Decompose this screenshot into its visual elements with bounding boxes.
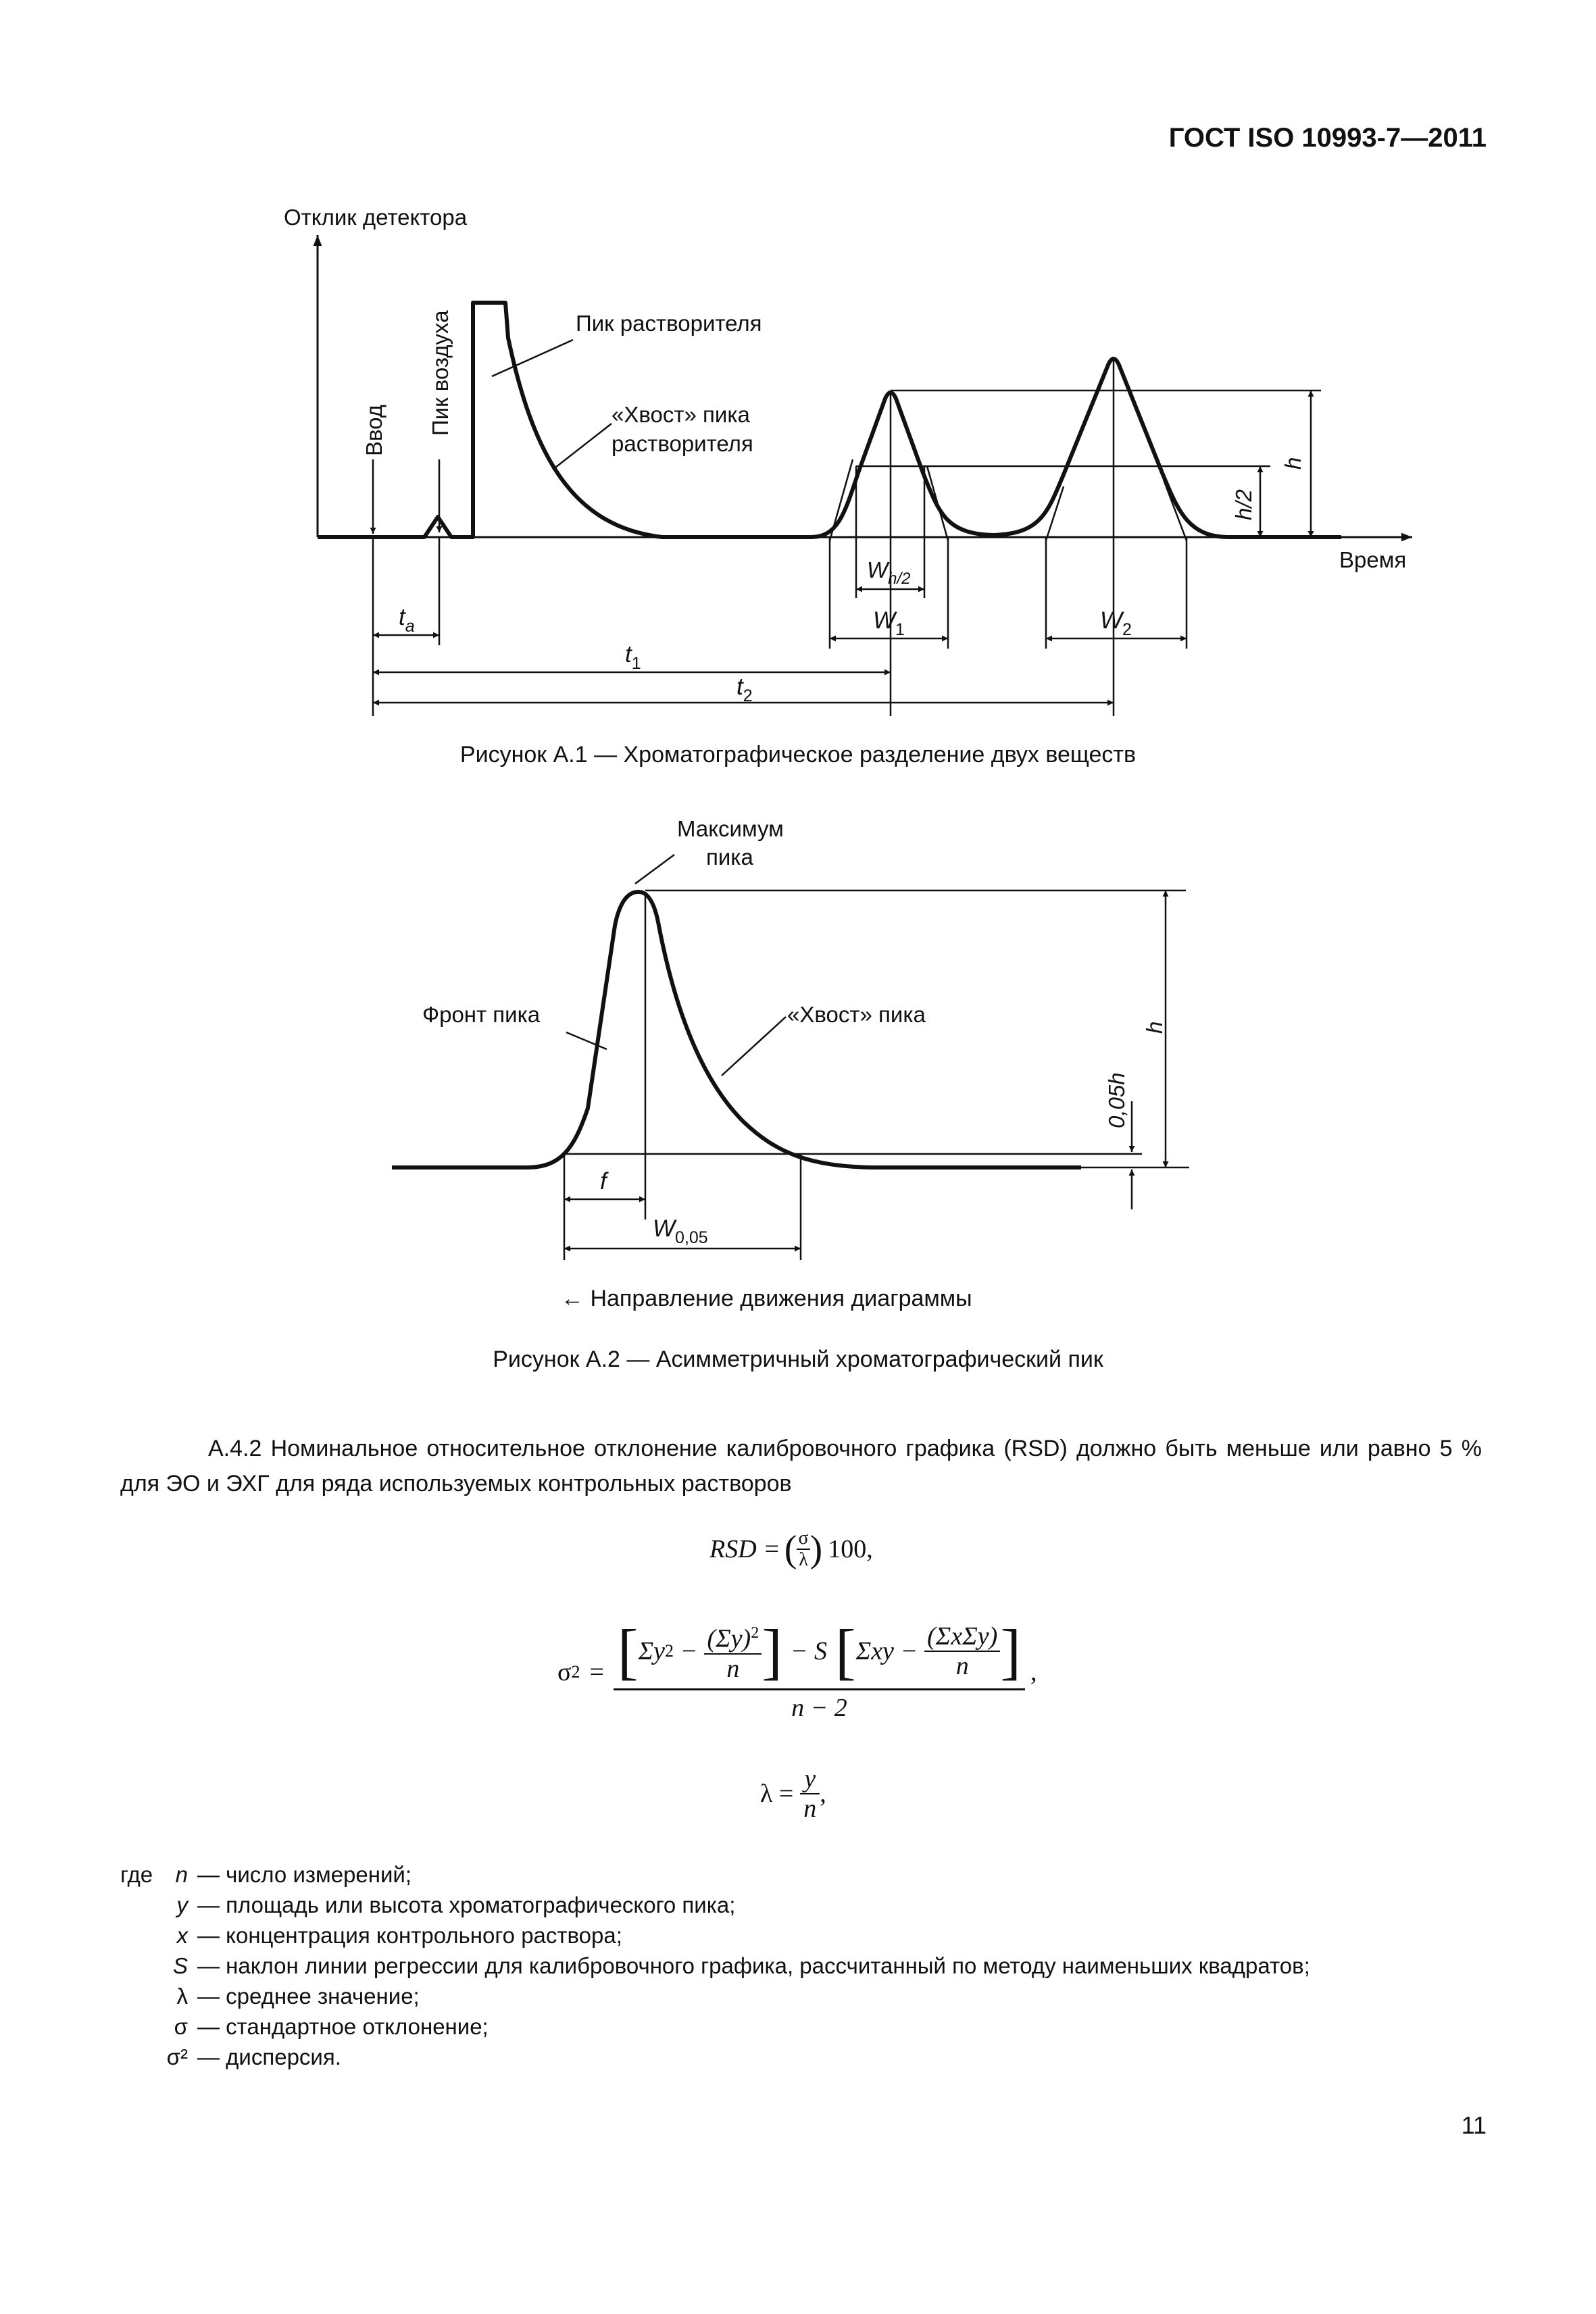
chromatogram-curve xyxy=(318,303,1341,537)
solvent-tail-label-2: растворителя xyxy=(612,431,753,456)
x-axis-label: Время xyxy=(1339,547,1407,572)
rsd-num: σ xyxy=(798,1528,809,1549)
legend-row: σ — стандартное отклонение; xyxy=(174,2014,489,2039)
figure-a1 xyxy=(0,0,1596,757)
peak-max-label-1: Максимум xyxy=(677,816,784,841)
f-label: f xyxy=(600,1168,607,1194)
t1-label: $t_1$ xyxy=(625,641,641,673)
h-label: h xyxy=(1280,457,1305,470)
peak-tail-label: «Хвост» пика xyxy=(787,1002,926,1027)
h-label: h xyxy=(1142,1021,1167,1034)
solvent-peak-label: Пик растворителя xyxy=(576,311,762,336)
rsd-lhs: RSD = xyxy=(709,1535,780,1563)
h-half-label: h/2 xyxy=(1231,489,1256,520)
standard-header: ГОСТ ISO 10993-7—2011 xyxy=(1168,123,1487,153)
asymmetric-peak-curve xyxy=(392,892,1081,1167)
legend-row: x — концентрация контрольного раствора; xyxy=(176,1923,622,1948)
legend-row: σ² — дисперсия. xyxy=(166,2044,341,2069)
w2-label: $W_2$ xyxy=(1100,607,1132,639)
page-number: 11 xyxy=(1461,2111,1487,2139)
h005-label: 0,05h xyxy=(1104,1072,1129,1128)
formula-lambda: λ = $\frac{y}{n}$ , xyxy=(760,1765,826,1823)
peak-max-label-2: пика xyxy=(706,845,753,870)
direction-label: ← Направление движения диаграммы xyxy=(561,1286,972,1311)
rsd-tail: 100, xyxy=(828,1535,873,1563)
injection-label: Ввод xyxy=(361,404,386,456)
air-peak-label: Пик воздуха xyxy=(428,310,453,436)
figure-a2 xyxy=(0,811,1596,1324)
legend-row: λ — среднее значение; xyxy=(176,1984,420,2009)
legend-row: y — площадь или высота хроматографического пика; xyxy=(176,1892,736,1917)
solvent-tail-label-1: «Хвост» пика xyxy=(612,402,750,427)
rsd-den: λ xyxy=(799,1549,808,1570)
peak-front-label: Фронт пика xyxy=(422,1002,541,1027)
legend-row: S — наклон линии регрессии для калибровочного графика, рассчитанный по методу наименьших квадратов; xyxy=(172,1953,1310,1978)
formula-rsd: RSD = ( $\frac{\sigma}{\lambda}$ ) 100, xyxy=(709,1528,873,1570)
y-axis-label: Отклик детектора xyxy=(284,205,468,230)
formula-sigma2: σ 2 = [ Σy 2 − $\frac{(\Sigma y)^2}{n}$ ] − S [ Σxy − (ΣxΣy) n ] n − 2 , xyxy=(557,1616,1037,1722)
figure-a2-caption: Рисунок А.2 — Асимметричный хроматографический пик xyxy=(493,1347,1103,1372)
wh2-label: $W_{h/2}$ xyxy=(867,557,911,588)
w1-label: $W_1$ xyxy=(873,607,905,639)
legend-row: где n — число измерений; xyxy=(120,1862,412,1887)
symbol-legend xyxy=(120,1859,1310,2072)
w005-label: $W_{0,05}$ xyxy=(653,1215,708,1247)
figure-a1-caption: Рисунок А.1 — Хроматографическое разделение двух веществ xyxy=(459,742,1137,768)
paragraph-a42: А.4.2 Номинальное относительное отклонение калибровочного графика (RSD) должно быть меньше или равно 5 % для ЭО и ЭХГ для ряда используемых контрольных растворов xyxy=(120,1436,1482,1496)
t2-label: $t_2$ xyxy=(737,674,753,705)
ta-label: $t_a$ xyxy=(399,604,415,636)
sigma-lhs: σ xyxy=(557,1658,572,1686)
